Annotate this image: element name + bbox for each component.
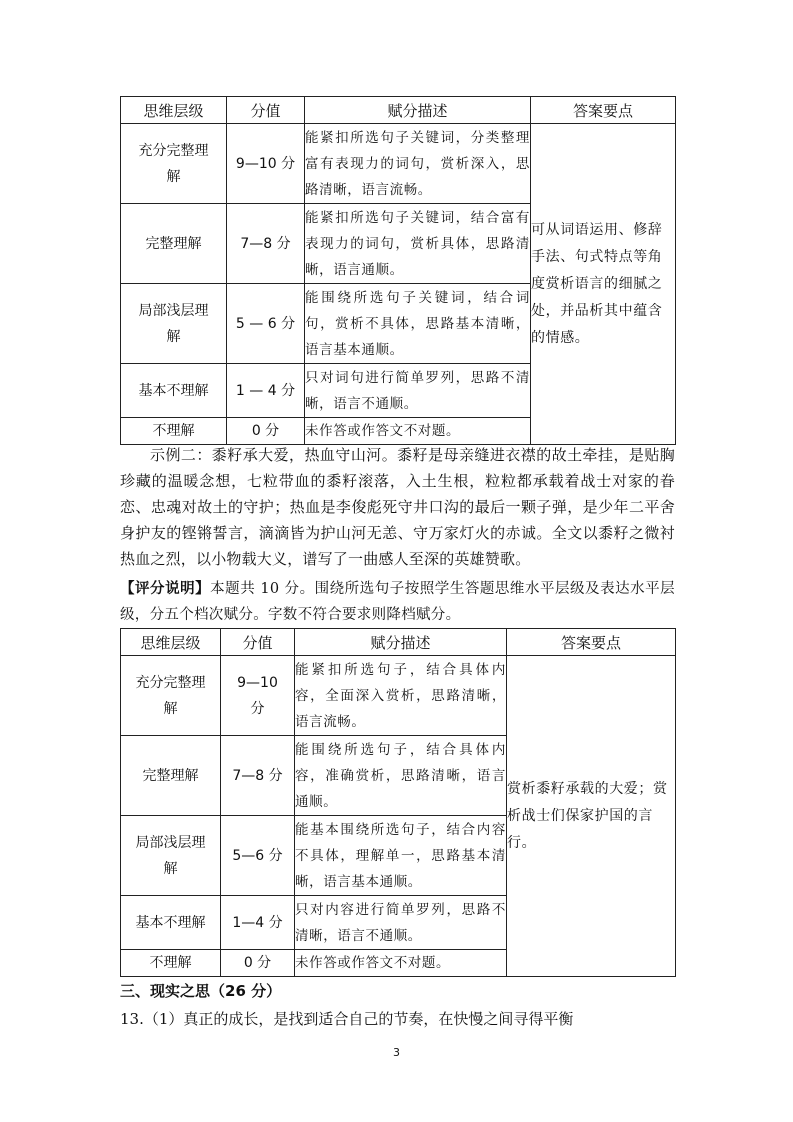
row-level: 完整理解 — [121, 204, 227, 284]
row-description: 只对内容进行简单罗列，思路不清晰，语言不通顺。 — [295, 896, 507, 950]
row-description: 只对词句进行简单罗列，思路不清晰，语言不通顺。 — [305, 364, 531, 418]
row-description: 能紧扣所选句子关键词，结合富有表现力的词句，赏析具体，思路清晰，语言通顺。 — [305, 204, 531, 284]
row-description: 能紧扣所选句子关键词，分类整理富有表现力的词句，赏析深入，思路清晰，语言流畅。 — [305, 124, 531, 204]
table-row — [121, 124, 676, 204]
row-level: 局部浅层理解 — [121, 816, 221, 896]
row-level: 基本不理解 — [121, 896, 221, 950]
row-score: 7—8 分 — [227, 204, 305, 284]
header-score: 分值 — [221, 629, 295, 656]
example-two-paragraph: 示例二：黍籽承大爱，热血守山河。黍籽是母亲缝进衣襟的故土牵挂，是贴胸珍藏的温暖念想，七粒带血的黍籽滚落，入土生根，粒粒都承载着战士对家的眷恋、忠魂对故土的守护；热血是李俊彪死守井口沟的最后一颗子弹，是少年二平舍身护友的铿锵誓言，滴滴皆为护山河无恙、守万家灯火的赤诚。全文以黍籽之微衬热血之烈，以小物载大义，谱写了一曲感人至深的英雄赞歌。 — [120, 446, 675, 568]
row-description: 能基本围绕所选句子，结合内容不具体，理解单一，思路基本清晰，语言基本通顺。 — [295, 816, 507, 896]
header-answer-points: 答案要点 — [507, 629, 676, 656]
row-score: 1—4 分 — [221, 896, 295, 950]
row-level: 充分完整理解 — [121, 124, 227, 204]
section-title: 三、现实之思（26 分） — [120, 982, 282, 1000]
rubric-table-1 — [120, 96, 676, 445]
header-description: 赋分描述 — [295, 629, 507, 656]
row-description: 能围绕所选句子，结合具体内容，准确赏析，思路清晰，语言通顺。 — [295, 736, 507, 816]
row-level: 充分完整理解 — [121, 656, 221, 736]
row-score: 1 — 4 分 — [227, 364, 305, 418]
row-level: 局部浅层理解 — [121, 284, 227, 364]
row-description: 未作答或作答文不对题。 — [305, 418, 531, 445]
rubric-table-2 — [120, 628, 676, 977]
row-description: 能围绕所选句子关键词，结合词句，赏析不具体，思路基本清晰，语言基本通顺。 — [305, 284, 531, 364]
row-score: 7—8 分 — [221, 736, 295, 816]
row-score: 0 分 — [221, 950, 295, 977]
row-level: 不理解 — [121, 950, 221, 977]
row-level: 完整理解 — [121, 736, 221, 816]
answer-points: 赏析黍籽承载的大爱；赏析战士们保家护国的言行。 — [507, 656, 676, 977]
header-description: 赋分描述 — [305, 97, 531, 124]
row-score: 9—10 分 — [227, 124, 305, 204]
table-row — [121, 656, 676, 736]
row-level: 不理解 — [121, 418, 227, 445]
header-score: 分值 — [227, 97, 305, 124]
answer-points: 可从词语运用、修辞手法、句式特点等角度赏析语言的细腻之处，并品析其中蕴含的情感。 — [531, 124, 676, 445]
table-header-row — [121, 97, 676, 124]
scoring-note-label: 【评分说明】 — [120, 581, 211, 597]
page-number: 3 — [393, 1046, 400, 1059]
scoring-note-text: 本题共 10 分。围绕所选句子按照学生答题思维水平层级及表达水平层级，分五个档次赋分。字数不符合要求则降档赋分。 — [120, 581, 675, 623]
header-thinking-level: 思维层级 — [121, 629, 221, 656]
row-score: 5 — 6 分 — [227, 284, 305, 364]
row-level: 基本不理解 — [121, 364, 227, 418]
scoring-note — [120, 576, 675, 628]
row-description: 能紧扣所选句子，结合具体内容，全面深入赏析，思路清晰，语言流畅。 — [295, 656, 507, 736]
header-answer-points: 答案要点 — [531, 97, 676, 124]
table-header-row — [121, 629, 676, 656]
row-score: 5—6 分 — [221, 816, 295, 896]
row-score: 9—10 分 — [221, 656, 295, 736]
row-description: 未作答或作答文不对题。 — [295, 950, 507, 977]
header-thinking-level: 思维层级 — [121, 97, 227, 124]
row-score: 0 分 — [227, 418, 305, 445]
question-13: 13.（1）真正的成长，是找到适合自己的节奏，在快慢之间寻得平衡 — [120, 1010, 574, 1028]
